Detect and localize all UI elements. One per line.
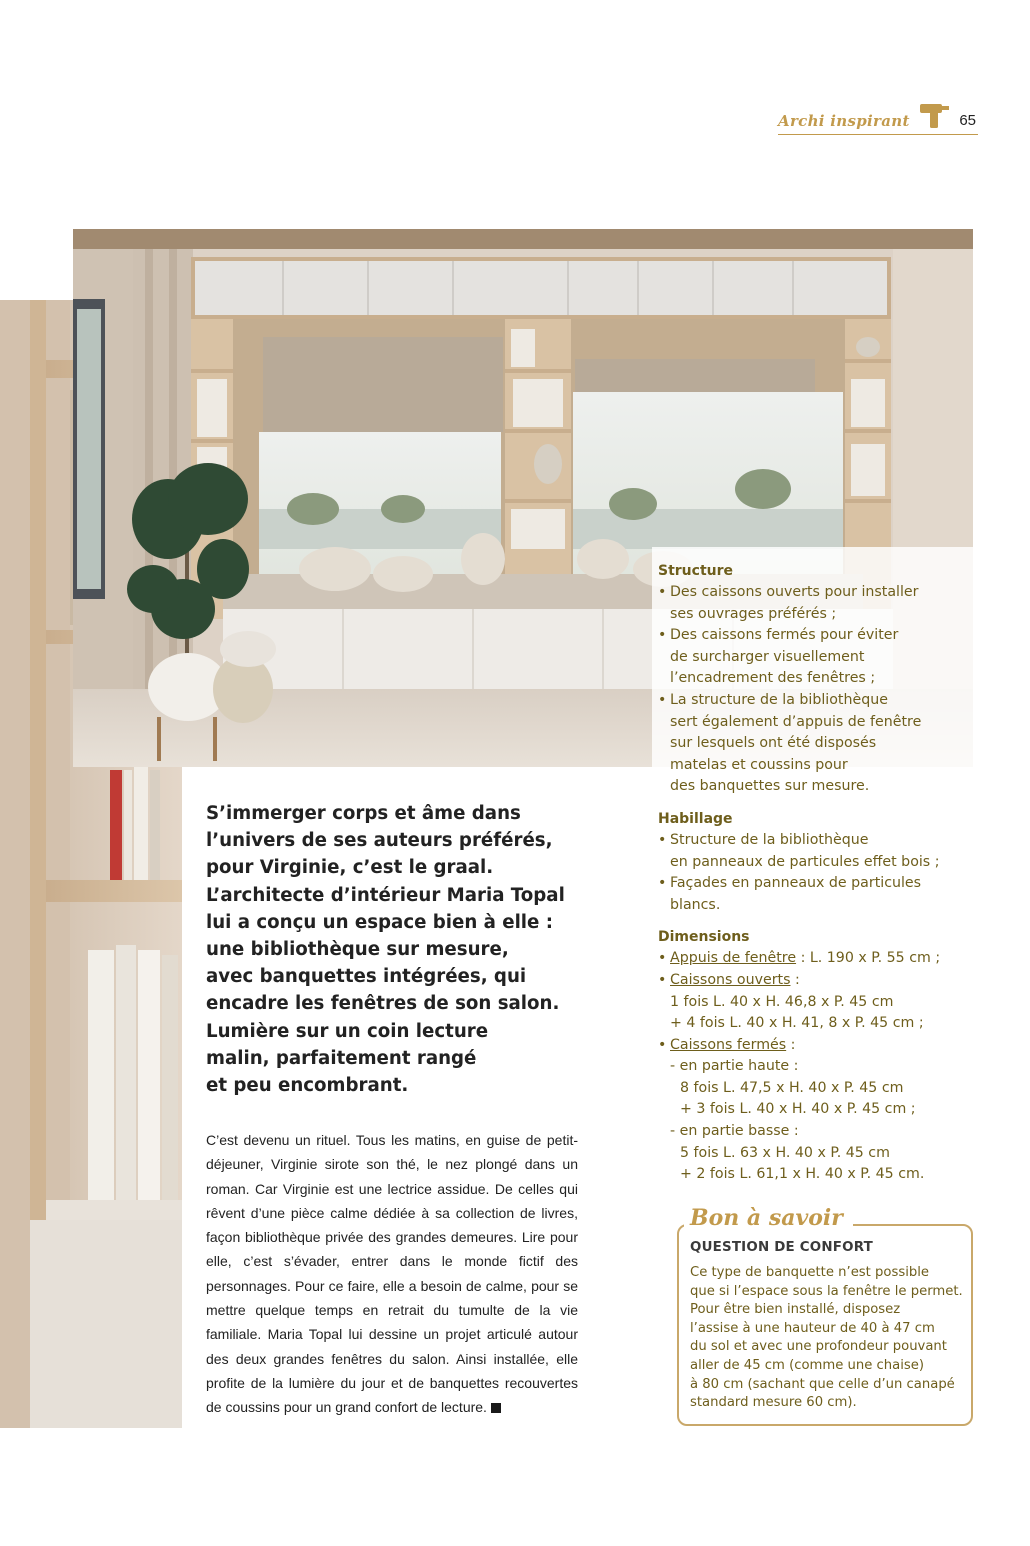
page-bottom-margin [0,1428,1030,1546]
intro-paragraph [206,800,636,1099]
intro-line: encadre les fenêtres de son salon. [206,993,560,1015]
specs-sidebar [658,560,976,1196]
section-title: Archi inspirant [778,112,910,130]
list-item: • La structure de la bibliothèque sert également d’appuis de fenêtre sur lesquels ont été disposés matelas et coussins pour des banquettes sur mesure. [658,691,922,795]
list-item: • Structure de la bibliothèque en panneaux de particules effet bois ; [658,831,940,870]
tip-box-title: Bon à savoir [684,1205,853,1231]
list-item: • Appuis de fenêtre : L. 190 x P. 55 cm ; [658,950,941,967]
running-header [770,98,978,138]
list-item: • Caissons ouverts : 1 fois L. 40 x H. 46,8 x P. 45 cm + 4 fois L. 40 x H. 41, 8 x P. 45 cm ; [658,971,924,1032]
intro-line: l’univers de ses auteurs préférés, [206,830,553,852]
list-item: • Façades en panneaux de particules blancs. [658,875,922,913]
list-item: • Des caissons ouverts pour installer ses ouvrages préférés ; [658,584,919,622]
intro-line: malin, parfaitement rangé [206,1047,477,1069]
intro-line: pour Virginie, c’est le graal. [206,857,494,879]
structure-list [658,582,976,798]
body-paragraph [206,1128,578,1420]
body-text: C’est devenu un rituel. Tous les matins, en guise de petit-déjeuner, Virginie sirote son thé, le nez plongé dans un roman. Car Virginie est une lectrice assidue. De celles qui rêvent d’une pièce calme dédiée à sa collection de livres, façon bibliothèque privée des grandes demeures. Lire pour elle, c’est s’évader, entrer dans le monde fictif des personnages. Pour ce faire, elle a besoin de calme, pour se mettre quelque temps en retrait du tumulte de la vie familiale. Maria Topal lui dessine un projet articulé autour des deux grandes fenêtres du salon. Ainsi installée, elle profite de la lumière du jour et de banquettes recouvertes de coussins pour un grand confort de lecture. [206,1132,578,1416]
tip-box-heading: QUESTION DE CONFORT [690,1240,873,1255]
habillage-title: Habillage [658,810,733,827]
intro-line: avec banquettes intégrées, qui [206,966,527,988]
list-item: • Des caissons fermés pour éviter de surcharger visuellement l’encadrement des fenêtres ; [658,627,899,687]
page-number: 65 [959,112,976,129]
end-square-icon [491,1403,501,1413]
structure-title: Structure [658,563,734,579]
intro-line: Lumière sur un coin lecture [206,1020,489,1042]
intro-line: une bibliothèque sur mesure, [206,939,509,961]
dimensions-title: Dimensions [658,929,750,946]
header-rule [778,134,978,135]
habillage-list [658,830,976,916]
intro-line: L’architecte d’intérieur Maria Topal [206,884,565,906]
list-item: • Caissons fermés : - en partie haute : 8 fois L. 47,5 x H. 40 x P. 45 cm + 3 fois L. 40 x H. 40 x P. 45 cm ; - en partie basse : 5 fois L. 63 x H. 40 x P. 45 cm + 2 fois L. 61,1 x H. 40 x P. 45 cm. [658,1036,925,1183]
tip-box-text: Ce type de banquette n’est possible que si l’espace sous la fenêtre le permet. Pour être bien installé, disposez l’assise à une hauteur de 40 à 47 cm du sol et avec une profondeur pouvant aller de 45 cm (comme une chaise) à 80 cm (sachant que celle d’un canapé standard mesure 60 cm). [690,1265,963,1411]
intro-line: lui a conçu un espace bien à elle : [206,911,553,933]
intro-line: S’immerger corps et âme dans [206,803,521,824]
drill-icon [918,100,950,130]
dimensions-list [658,948,976,1186]
intro-line: et peu encombrant. [206,1075,409,1097]
